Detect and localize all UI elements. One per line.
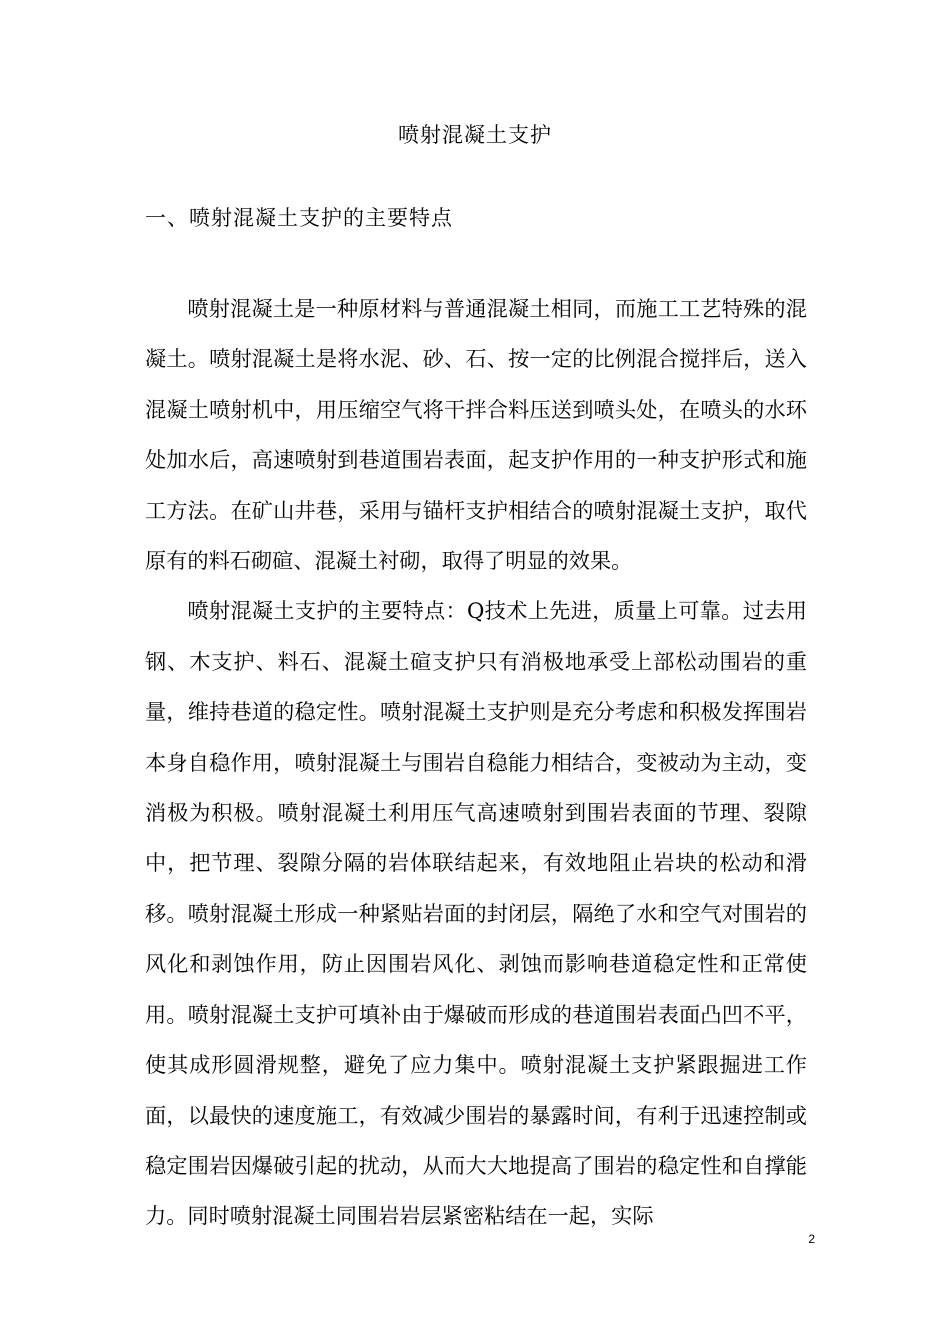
- paragraph: 喷射混凝土是一种原材料与普通混凝土相同，而施工工艺特殊的混凝土。喷射混凝土是将水泥、砂、石、按一定的比例混合搅拌后，送入混凝土喷射机中，用压缩空气将干拌合料压送到喷头处，在喷头的水环处加水后，高速喷射到巷道围岩表面，起支护作用的一种支护形式和施工方法。在矿山井巷，采用与锚杆支护相结合的喷射混凝土支护，取代原有的料石砌碹、混凝土衬砌，取得了明显的效果。: [145, 296, 807, 574]
- section-heading: 一、喷射混凝土支护的主要特点: [145, 206, 453, 230]
- body-text: [145, 284, 807, 1242]
- document-title: 喷射混凝土支护: [398, 123, 552, 147]
- page-number: 2: [808, 1232, 815, 1246]
- paragraph: 喷射混凝土支护的主要特点：Q技术上先进，质量上可靠。过去用钢、木支护、料石、混凝土碹支护只有消极地承受上部松动围岩的重量，维持巷道的稳定性。喷射混凝土支护则是充分考虑和积极发挥围岩本身自稳作用，喷射混凝土与围岩自稳能力相结合，变被动为主动，变消极为积极。喷射混凝土利用压气高速喷射到围岩表面的节理、裂隙中，把节理、裂隙分隔的岩体联结起来，有效地阻止岩块的松动和滑移。喷射混凝土形成一种紧贴岩面的封闭层，隔绝了水和空气对围岩的风化和剥蚀作用，防止因围岩风化、剥蚀而影响巷道稳定性和正常使用。喷射混凝土支护可填补由于爆破而形成的巷道围岩表面凸凹不平，使其成形圆滑规整，避免了应力集中。喷射混凝土支护紧跟掘进工作面，以最快的速度施工，有效减少围岩的暴露时间，有利于迅速控制或稳定围岩因爆破引起的扰动，从而大大地提高了围岩的稳定性和自撑能力。同时喷射混凝土同围岩岩层紧密粘结在一起，实际: [145, 598, 807, 1229]
